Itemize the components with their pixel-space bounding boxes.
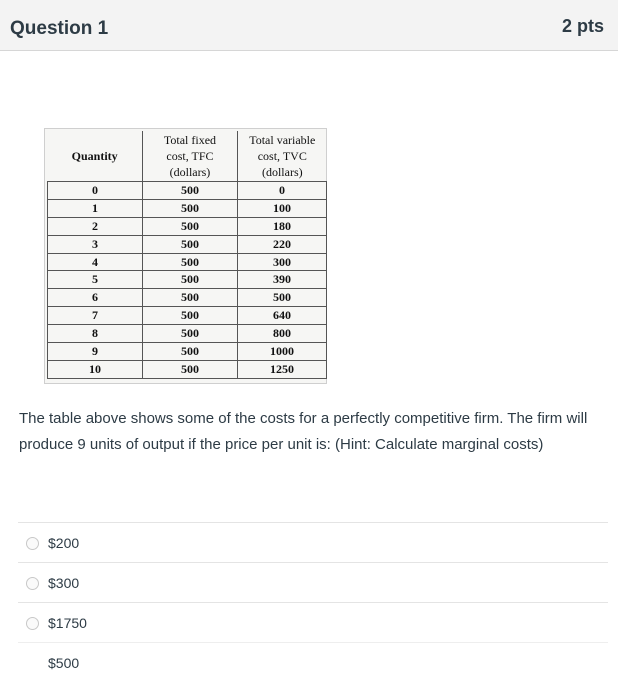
tvc-cell: 300 — [238, 253, 327, 271]
header-quantity: Quantity — [48, 131, 143, 182]
tfc-cell: 500 — [142, 360, 237, 378]
header-tfc-line2: cost, TFC — [166, 149, 214, 163]
answer-option-4[interactable] — [18, 642, 608, 683]
quantity-cell: 8 — [48, 325, 143, 343]
tvc-cell: 0 — [238, 182, 327, 200]
tvc-cell: 1250 — [238, 360, 327, 378]
tfc-cell: 500 — [142, 271, 237, 289]
table-row — [48, 271, 327, 289]
tfc-cell: 500 — [142, 307, 237, 325]
tfc-cell: 500 — [142, 253, 237, 271]
question-title: Question 1 — [10, 18, 109, 39]
quantity-cell: 1 — [48, 199, 143, 217]
cost-table-image — [44, 128, 327, 384]
quantity-cell: 5 — [48, 271, 143, 289]
tfc-cell: 500 — [142, 235, 237, 253]
tvc-cell: 390 — [238, 271, 327, 289]
question-prompt: The table above shows some of the costs for a perfectly competitive firm. The firm will produce 9 units of output if the price per unit is: (Hint: Calculate marginal costs) — [19, 410, 588, 453]
table-row — [48, 325, 327, 343]
table-row — [48, 217, 327, 235]
header-tvc-line3: (dollars) — [261, 165, 303, 179]
tfc-cell: 500 — [142, 325, 237, 343]
answer-label: $300 — [48, 575, 80, 591]
table-row — [48, 253, 327, 271]
tvc-cell: 1000 — [238, 343, 327, 361]
tfc-cell: 500 — [142, 182, 237, 200]
answer-option-3[interactable] — [18, 602, 608, 643]
tfc-cell: 500 — [142, 199, 237, 217]
table-row — [48, 360, 327, 378]
tvc-cell: 500 — [238, 289, 327, 307]
radio-icon[interactable] — [26, 537, 39, 550]
quantity-cell: 3 — [48, 235, 143, 253]
question-points: 2 pts — [561, 16, 604, 36]
table-row — [48, 199, 327, 217]
tvc-cell: 100 — [238, 199, 327, 217]
table-row — [48, 182, 327, 200]
answer-option-2[interactable] — [18, 562, 608, 603]
tvc-cell: 640 — [238, 307, 327, 325]
quantity-cell: 2 — [48, 217, 143, 235]
table-row — [48, 343, 327, 361]
header-tvc — [238, 131, 327, 182]
tfc-cell: 500 — [142, 343, 237, 361]
quantity-cell: 4 — [48, 253, 143, 271]
quantity-cell: 6 — [48, 289, 143, 307]
table-row — [48, 235, 327, 253]
quantity-cell: 0 — [48, 182, 143, 200]
quantity-cell: 10 — [48, 360, 143, 378]
header-tvc-line2: cost, TVC — [257, 149, 307, 163]
quantity-cell: 9 — [48, 343, 143, 361]
tvc-cell: 220 — [238, 235, 327, 253]
answer-label: $200 — [48, 535, 80, 551]
radio-icon[interactable] — [26, 617, 39, 630]
header-tvc-line1: Total variable — [249, 133, 316, 147]
tvc-cell: 180 — [238, 217, 327, 235]
header-tfc-line3: (dollars) — [169, 165, 211, 179]
answer-label: $500 — [48, 655, 80, 671]
radio-icon[interactable] — [26, 577, 39, 590]
table-row — [48, 307, 327, 325]
answer-option-1[interactable] — [18, 522, 608, 563]
tvc-cell: 800 — [238, 325, 327, 343]
tfc-cell: 500 — [142, 289, 237, 307]
question-header — [0, 0, 618, 51]
cost-table — [47, 131, 327, 379]
table-row — [48, 289, 327, 307]
cost-table-body — [48, 182, 327, 379]
tfc-cell: 500 — [142, 217, 237, 235]
header-tfc — [142, 131, 237, 182]
quantity-cell: 7 — [48, 307, 143, 325]
answer-label: $1750 — [48, 615, 87, 631]
header-tfc-line1: Total fixed — [163, 133, 217, 147]
